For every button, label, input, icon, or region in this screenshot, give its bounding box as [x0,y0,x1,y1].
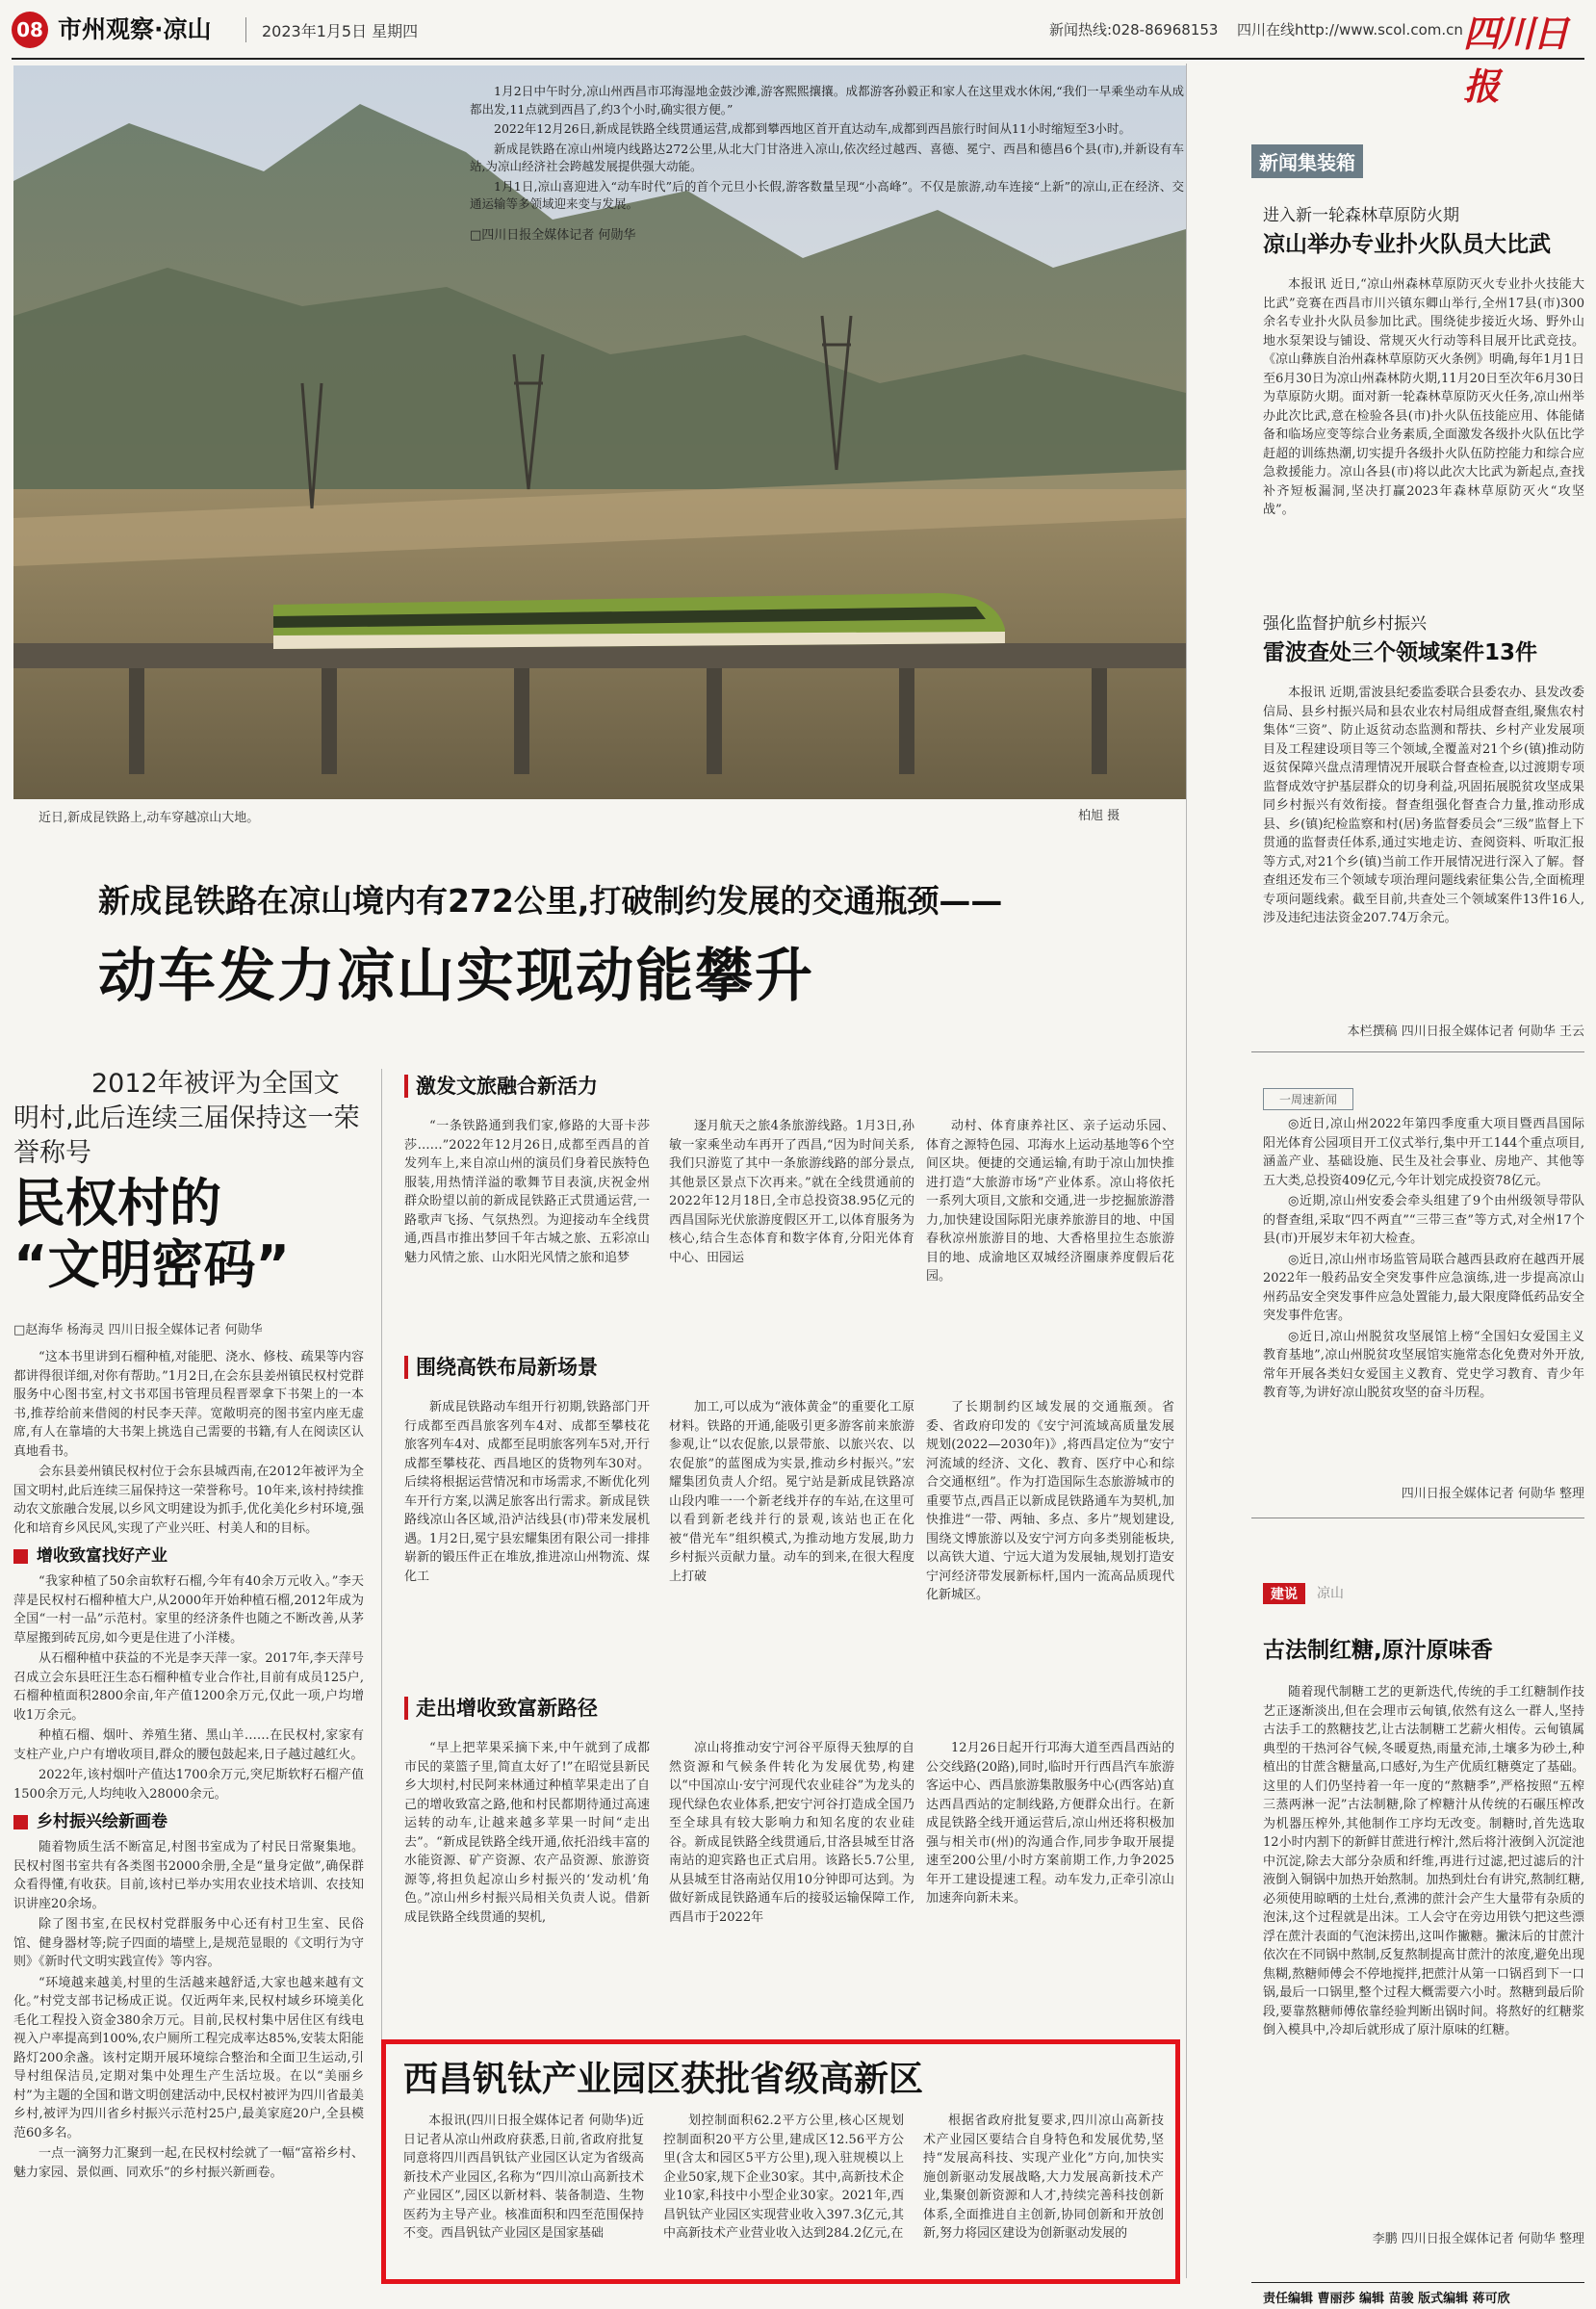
jianshuo-tag: 建说 [1263,1583,1305,1604]
lead-paragraph: 2022年12月26日,新成昆铁路全线贯通运营,成都到攀西地区首开直达动车,成都到西昌旅行时间从11小时缩短至3小时。 [494,121,1131,136]
sidebar-headline: 古法制红糖,原汁原味香 [1263,1638,1493,1663]
header-rule [12,58,1584,60]
news-hotline: 新闻热线:028-86968153 [1049,21,1219,39]
left-story-body [13,1348,364,2301]
photo-credit: 柏旭 摄 [1078,809,1120,823]
sidebar-headline: 雷波查处三个领域案件13件 [1263,640,1538,665]
lead-paragraph: 1月1日,凉山喜迎进入“动车时代”后的首个元旦小长假,游客数量呈现“小高峰”。不仅是旅游,动车连接“上新”的凉山,正在经济、交通运输等多领域迎来变与发展。 [470,178,1184,211]
left-story-kicker: 2012年被评为全国文明村,此后连续三届保持这一荣誉称号 [13,1069,360,1168]
section-heading: 激发文旅融合新活力 [404,1075,598,1098]
headline-main: 动车发力凉山实现动能攀升 [98,943,814,1010]
sidebar-kicker: 进入新一轮森林草原防火期 [1263,206,1459,225]
section-heading: 围绕高铁布局新场景 [404,1356,598,1379]
sidebar-headline: 凉山举办专业扑火队员大比武 [1263,232,1551,257]
page-number-badge: 08 [12,12,48,48]
left-subheading: 增收致富找好产业 [13,1545,364,1567]
lead-story [470,83,1184,245]
section2-col3: 了长期制约区域发展的交通瓶颈。省委、省政府印发的《安宁河流域高质量发展规划(2022—2030年)》,将西昌定位为“安宁河流域的经济、文化、教育、医疗中心和综合交通枢纽”。作为打造国际生态旅游城市的重要节点,西昌正以新成昆铁路通车为契机,加快推进“一带、两轴、多点、多片”规划建设,围绕文博旅游以及安宁河方向多类别能板块,以高铁大道、宁远大道为发展轴,规划打造安宁河经济带发展新标杆,国内一流高品质现代化新城区。 [926,1400,1174,1602]
left-subheading: 乡村振兴绘新画卷 [13,1811,364,1832]
weekly-news-tag: 一周速新闻 [1263,1088,1353,1110]
left-paragraph: 从石榴种植中获益的不光是李天萍一家。2017年,李天萍号召成立会东县旺汪生态石榴种植专业合作社,目前有成员125户,石榴种植面积2800余亩,年产值1200余万元,仅此一项,户均增收1万余元。 [13,1651,364,1723]
section1-col1: “一条铁路通到我们家,修路的大哥卡莎莎……”2022年12月26日,成都至西昌的首发列车上,来自凉山州的演员们身着民族特色服装,用热情洋溢的歌舞节目表演,庆祝金州群众盼望以前的新成昆铁路正式贯通运营,一路歌声飞扬、气氛热烈。为迎接动车全线贯通,西昌市推出梦回千年古城之旅、五彩凉山魅力风情之旅、山水阳光风情之旅和追梦 [404,1119,650,1265]
sidebar-kicker: 强化监督护航乡村振兴 [1263,614,1427,634]
left-paragraph: 种植石榴、烟叶、养殖生猪、黑山羊……在民权村,家家有支柱产业,户户有增收项目,群众的腰包鼓起来,日子越过越红火。 [13,1728,364,1762]
sidebar-story-body: 本报讯 近期,雷波县纪委监委联合县委农办、县发改委信局、县乡村振兴局和县农业农村局组成督查组,聚焦农村集体“三资”、防止返贫动态监测和帮扶、乡村产业发展项目及工程建设项目等三个领域,全覆盖对21个乡(镇)推动防返贫保障兴盘点清理情况开展联合督查检查,以过渡期专项监督成效守护基层群众的切身利益,巩固拓展脱贫攻坚成果同乡村振兴有效衔接。督查组强化督查合力量,推动形成县、乡(镇)纪检监察和村(居)务监督委员会“三级”监督上下贯通的监督责任体系,通过实地走访、查阅资料、听取汇报等方式,对21个乡(镇)当前工作开展情况进行深入了解。督查组还发布三个领域专项治理问题线索征集公告,全面梳理专项问题线索。截至目前,共查处三个领域案件13件16人,涉及违纪违法资金207.74万余元。 [1263,686,1584,925]
feature-box [381,2039,1180,2284]
sidebar-divider [1251,1051,1584,1052]
left-paragraph: 随着物质生活不断富足,村图书室成为了村民日常聚集地。民权村图书室共有各类图书2000余册,全是“量身定做”,确保群众看得懂,有收获。目前,该村已举办实用农业技术培训、农技知识讲座20余场。 [13,1840,364,1911]
feature-col3: 根据省政府批复要求,四川凉山高新技术产业园区要结合自身特色和发展优势,坚持“发展高科技、实现产业化”方向,加快实施创新驱动发展战略,大力发展高新技术产业,集聚创新资源和人才,持续完善科技创新体系,全面推进自主创新,协同创新和开放创新,努力将园区建设为创新驱动发展的 [923,2114,1164,2241]
section1-col3: 动村、体育康养社区、亲子运动乐园、体育之源特色园、邛海水上运动基地等6个空间区块。便捷的交通运输,有助于凉山加快推进打造“大旅游市场”产业体系。凉山将依托一系列大项目,文旅和交通,进一步挖掘旅游潜力,加快建设国际阳光康养旅游目的地、中国春秋凉州旅游目的地、大香格里拉生态旅游目的地、成渝地区双城经济圈康养度假后花园。 [926,1119,1174,1284]
sidebar-byline: 四川日报全媒体记者 何勋华 整理 [1401,1487,1584,1501]
jianshuo-tag-sub: 凉山 [1317,1586,1344,1601]
feature-col2: 划控制面积62.2平方公里,核心区规划控制面积20平方公里,建成区12.56平方公里(含太和园区5平方公里),现入驻规模以上企业50家,规下企业30家。其中,高新技术企业10家,科技中小型企业30家。2021年,西昌钒钛产业园区实现营业收入397.3亿元,其中高新技术产业营业收入达到284.2亿元,在 [663,2114,904,2241]
column-divider [1186,64,1187,2278]
left-paragraph: “环境越来越美,村里的生活越来越舒适,大家也越来越有文化。”村党支部书记杨成正说。仅近两年来,民权村域乡环境美化毛化工程投入资金380余万元。目前,民权村集中居住区有线电视入户率提高到100%,农户厕所工程完成率达85%,安装太阳能路灯200余盏。该村定期开展环境综合整治和全面卫生运动,引导村组保洁员,定期对集中处理生产生活垃圾。在以“美丽乡村”为主题的全国和谐文明创建活动中,民权村被评为四川省最美乡村,被评为四川省乡村振兴示范村25户,最美家庭20户,全县模范60多名。 [13,1975,364,2140]
left-paragraph: “这本书里讲到石榴种植,对能肥、浇水、修枝、疏果等内容都讲得很详细,对你有帮助。”1月2日,在会东县姜州镇民权村党群服务中心图书室,村文书邓国书管理员程晋翠拿下书架上的一本书,推荐给前来借阅的村民李天萍。宽敞明亮的图书室内座无虚席,有人在靠墙的大书架上挑选自己需要的书籍,有人在阅读区认真地看书。 [13,1350,364,1459]
left-paragraph: 会东县姜州镇民权村位于会东县城西南,在2012年被评为全国文明村,此后连续三届保持这一荣誉称号。10年来,该村持续推动农文旅融合发展,以乡风文明建设为抓手,优化美化乡村环境,强化和培育乡风民风,实现了产业兴旺、村美人和的目标。 [13,1465,364,1536]
feature-col1: 本报讯(四川日报全媒体记者 何勋华)近日记者从凉山州政府获悉,日前,省政府批复同意将四川西昌钒钛产业园区认定为省级高新技术产业园区,名称为“四川凉山高新技术产业园区”,园区以新材料、装备制造、生物医药为主导产业。核准面积和四至范围保持不变。西昌钒钛产业园区是国家基础 [403,2114,644,2241]
left-paragraph: 除了图书室,在民权村党群服务中心还有村卫生室、民俗馆、健身器材等;院子四面的墙壁上,是规范显眼的《文明行为守则》《新时代文明实践宣传》等内容。 [13,1917,364,1969]
lead-paragraph: 1月2日中午时分,凉山州西昌市邛海湿地金鼓沙滩,游客熙熙攘攘。成都游客孙毅正和家人在这里戏水休闲,“我们一早乘坐动车从成都出发,11点就到西昌了,约3个小时,确实很方便。” [470,84,1184,117]
weekly-news-list [1263,1115,1584,1479]
section3-col1: “早上把苹果采摘下来,中午就到了成都市民的菜篮子里,简直太好了!”在昭觉县新民乡大坝村,村民阿来林通过种植苹果走出了自己的增收致富之路,他和村民都期待通过高速运转的动车,让越来越多苹果一时间“走出去”。“新成昆铁路全线开通,依托沿线丰富的水能资源、矿产资源、农产品资源、旅游资源等,将担负起凉山乡村振兴的‘发动机’角色。”凉山州乡村振兴局相关负责人说。借新成昆铁路全线贯通的契机, [404,1741,650,1925]
left-story-byline: □赵海华 杨海灵 四川日报全媒体记者 何勋华 [13,1323,263,1337]
weekly-news-item: ◎近日,凉山州2022年第四季度重大项目暨西昌国际阳光体育公园项目开工仪式举行,集中开工144个重点项目,涵盖产业、基础设施、民生及社会事业、房地产、其他等五大类,总投资409亿元,今年计划完成投资78亿元。 [1263,1117,1584,1188]
weekly-news-item: ◎近日,凉山州脱贫攻坚展馆上榜“全国妇女爱国主义教育基地”,凉山州脱贫攻坚展馆实施常态化免费对外开放,常年开展各类妇女爱国主义教育、党史学习教育、青少年教育等,为讲好凉山脱贫攻坚的奋斗历程。 [1263,1329,1584,1400]
header-divider [245,17,246,42]
footer-editors: 责任编辑 曹丽莎 编辑 苗骏 版式编辑 蒋可欣 [1263,2292,1510,2306]
left-paragraph: 2022年,该村烟叶产值达1700余万元,突尼斯软籽石榴产值1500余万元,人均纯收入28000余元。 [13,1768,364,1802]
sidebar [1251,144,1584,178]
newspaper-logo: 四川日报 [1463,12,1568,108]
weekly-news-item: ◎近日,凉山州市场监管局联合越西县政府在越西开展2022年一般药品安全突发事件应急演练,进一步提高凉山州药品安全突发事件应急处置能力,最大限度降低药品安全突发事件危害。 [1263,1252,1584,1323]
sidebar-story-body: 随着现代制糖工艺的更新迭代,传统的手工红糖制作技艺正逐渐淡出,但在会理市云甸镇,依然有这么一群人,坚持古法手工的熬糖技艺,让古法制糖工艺薪火相传。云甸镇属典型的干热河谷气候,冬暖夏热,雨量充沛,土壤多为砂土,种植出的甘蔗含糖量高,口感好,为生产优质红糖奠定了基础。这里的人们仍坚持着一年一度的“熬糖季”,严格按照“五榨三蒸两淋一泥”古法制糖,除了榨糖汁从传统的石碾压榨改为机器压榨外,其他制作工序均无改变。制糖时,首先选取12小时内割下的新鲜甘蔗进行榨汁,然后将汁液倒入沉淀池中沉淀,除去大部分杂质和纤维,再进行过滤,把过滤后的汁液倒入铜锅中加热开始熬制。加热到灶台有讲究,熬制红糖,必须使用晾晒的土灶台,煮沸的蔗汁会产生大量带有杂质的泡沫,这个过程就是出沫。工人会守在旁边用铁勺把这些漂浮在蔗汁表面的气泡沫捞出,这叫作撇糖。撇沫后的甘蔗汁依次在不同锅中熬制,反复熬制提高甘蔗汁的浓度,避免出现焦糊,熬糖师傅会不停地搅拌,把蔗汁从第一口锅舀到下一口锅,最后一口锅里,整个过程大概需要六小时。熬糖到最后阶段,要靠熬糖师傅依靠经验判断出锅时间。将熬好的红糖浆倒入模具中,冷却后就形成了原汁原味的红糖。 [1263,1685,1584,2037]
weekly-news-item: ◎近期,凉山州安委会牵头组建了9个由州级领导带队的督查组,采取“四不两直”“三带三查”等方式,对全州17个县(市)开展岁末年初大检查。 [1263,1194,1584,1246]
headline-kicker: 新成昆铁路在凉山境内有272公里,打破制约发展的交通瓶颈—— [98,882,1003,920]
feature-title: 西昌钒钛产业园区获批省级高新区 [403,2060,924,2099]
issue-date: 2023年1月5日 星期四 [262,22,419,40]
section-heading: 走出增收致富新路径 [404,1697,598,1720]
left-paragraph: 一点一滴努力汇聚到一起,在民权村绘就了一幅“富裕乡村、魅力家园、景似画、同欢乐”的乡村振兴新画卷。 [13,2146,364,2180]
section1-col2: 逐月航天之旅4条旅游线路。1月3日,孙敏一家乘坐动车再开了西昌,“因为时间关系,我们只游览了其中一条旅游线路的部分景点,其他景区景点下次再来。”就在全线贯通前的2022年12月18日,全市总投资38.95亿元的西昌国际光伏旅游度假区开工,以体育服务为核心,结合生态体育和数字体育,分阳光体育中心、田园运 [669,1119,914,1265]
sidebar-story-body: 本报讯 近日,“凉山州森林草原防灭火专业扑火技能大比武”竞赛在西昌市川兴镇东卿山举行,全州17县(市)300余名专业扑火队员参加比武。围绕徒步接近火场、野外山地水泵架设与铺设、常规灭火行动等科目展开比武竞技。《凉山彝族自治州森林草原防灭火条例》明确,每年1月1日至6月30日为凉山州森林防火期,11月20日至次年6月30日为草原防火期。面对新一轮森林草原防灭火任务,凉山州举办此次比武,意在检验各县(市)扑火队伍技能应用、体能储备和临场应变等综合业务素质,全面激发各级扑火队伍比学赶超的训练热潮,切实提升各级扑火队伍防控能力和综合应急救援能力。凉山各县(市)将以此次大比武为新起点,查找补齐短板漏洞,坚决打赢2023年森林草原防灭火“攻坚战”。 [1263,277,1584,517]
sidebar-tag: 新闻集装箱 [1251,144,1363,178]
photo-caption: 近日,新成昆铁路上,动车穿越凉山大地。 [39,811,260,825]
lead-paragraph: 新成昆铁路在凉山州境内线路达272公里,从北大门甘洛进入凉山,依次经过越西、喜德、冕宁、西昌和德昌6个县(市),并新设有车站,为凉山经济社会跨越发展提供强大动能。 [470,141,1184,173]
website-link[interactable]: 四川在线http://www.scol.com.cn [1237,21,1463,39]
section3-col2: 凉山将推动安宁河谷平原得天独厚的自然资源和气候条件转化为发展优势,构建以“中国凉山·安宁河现代农业硅谷”为龙头的现代绿色农业体系,把安宁河谷打造成全国乃至全球具有较大影响力和知名度的农业硅谷。新成昆铁路全线贯通后,甘洛县城至甘洛南站的迎宾路也正式启用。该路长5.7公里,从县城至甘洛南站仅用10分钟即可达到。为做好新成昆铁路通车后的接驳运输保障工作,西昌市于2022年 [669,1741,914,1925]
section2-col2: 加工,可以成为“液体黄金”的重要化工原材料。铁路的开通,能吸引更多游客前来旅游参观,让“以农促旅,以景带旅、以旅兴农、以农促旅”的蓝图成为实景,推动乡村振兴。”宏耀集团负责人介绍。冕宁站是新成昆铁路凉山段内唯一一个新老线并存的车站,在这里可以看到新老线并行的景观,该站也正在化被“借光车”组织模式,为推动地方发展,助力乡村振兴贡献力量。动车的到来,在很大程度上打破 [669,1400,914,1584]
sidebar-byline: 李鹏 四川日报全媒体记者 何勋华 整理 [1372,2232,1584,2246]
footer-rule [1251,2282,1584,2283]
sidebar-byline: 本栏撰稿 四川日报全媒体记者 何勋华 王云 [1347,1025,1584,1039]
section3-col3: 12月26日起开行邛海大道至西昌西站的公交线路(20路),同时,临时开行西昌汽车旅游客运中心、西昌旅游集散服务中心(西客站)直达西昌西站的定制线路,方便群众出行。在新成昆铁路全线开通运营后,凉山州还将积极加强与相关市(州)的沟通合作,同步争取开展提速至200公里/小时方案前期工作,力争2025年开工建设提速工程。动车发力,正牵引凉山加速奔向新未来。 [926,1741,1174,1906]
section2-col1: 新成昆铁路动车组开行初期,铁路部门开行成都至西昌旅客列车4对、成都至攀枝花旅客列车4对、成都至昆明旅客列车5对,开行成都至攀枝花、西昌地区的货物列车30对。后续将根据运营情况和市场需求,不断优化列车开行方案,以满足旅客出行需求。新成昆铁路线凉山各区域,沿泸沽线县(市)带来发展机遇。1月2日,冕宁县宏耀集团有限公司一排排崭新的锻压件正在堆放,推进凉山州物流、煤化工 [404,1400,650,1584]
left-story-title-2: “文明密码” [13,1234,290,1295]
left-paragraph: “我家种植了50余亩软籽石榴,今年有40余万元收入。”李天萍是民权村石榴种植大户,从2000年开始种植石榴,2012年成为全国“一村一品”示范村。家里的经济条件也随之不断改善,从茅草屋搬到砖瓦房,如今更是住进了小洋楼。 [13,1574,364,1646]
lead-byline: □四川日报全媒体记者 何勋华 [470,227,636,243]
left-story-title-1: 民权村的 [13,1173,221,1233]
section-name: 市州观察·凉山 [58,15,212,43]
